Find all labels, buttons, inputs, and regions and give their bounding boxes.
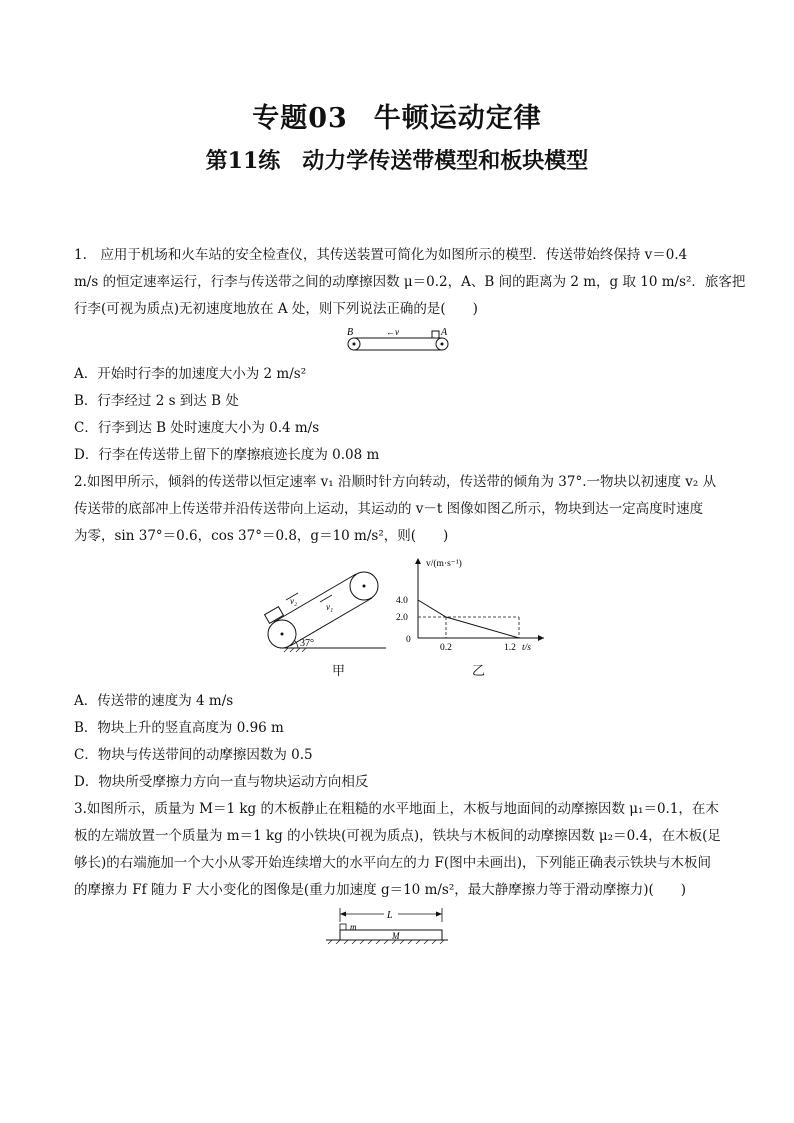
q2-graph-xlabel: t/s (522, 643, 531, 653)
q1-option-b: B．行李经过 2 s 到达 B 处 (74, 393, 239, 409)
page-subtitle (0, 144, 794, 175)
q1-label-b: B (347, 327, 354, 338)
q2-caption-yi: 乙 (472, 664, 486, 679)
q2-stem-line2: 传送带的底部冲上传送带并沿传送带向上运动，其运动的 v－t 图像如图乙所示，物块到达一定高度时速度 (74, 501, 704, 517)
subtitle-part2: 动力学传送带模型和板块模型 (302, 148, 589, 174)
q1-option-a: A．开始时行李的加速度大小为 2 m/s² (74, 366, 307, 382)
q1-stem-line1: 1. 应用于机场和火车站的安全检查仪，其传送装置可简化为如图所示的模型．传送带始终保持 v＝0.4 (74, 247, 688, 263)
q3-stem-line4: 的摩擦力 Ff 随力 F 大小变化的图像是(重力加速度 g＝10 m/s²，最大静摩擦力等于滑动摩擦力)( ) (74, 882, 687, 898)
q2-graph-ytick-4: 4.0 (396, 596, 408, 606)
q2-option-c: C．物块与传送带间的动摩擦因数为 0.5 (74, 747, 313, 763)
q3-board-block-figure (322, 906, 452, 948)
title-part1: 专题03 (252, 103, 348, 134)
q2-caption-jia: 甲 (332, 664, 346, 679)
q2-option-d: D．物块所受摩擦力方向一直与物块运动方向相反 (74, 774, 369, 790)
q3-stem-line2: 板的左端放置一个质量为 m＝1 kg 的小铁块(可视为质点)，铁块与木板间的动摩擦因数 μ₂＝0.4，在木板(足 (74, 828, 721, 844)
q2-graph-origin: 0 (406, 635, 411, 645)
q3-label-m: m (350, 922, 357, 932)
q2-option-a: A．传送带的速度为 4 m/s (74, 693, 234, 709)
title-part2: 牛顿运动定律 (373, 103, 542, 134)
q2-label-angle: 37° (300, 638, 314, 649)
q1-conveyor-figure (342, 322, 454, 354)
q2-inclined-belt-figure (258, 566, 388, 654)
q3-label-l: L (387, 910, 393, 921)
q2-graph-ylabel: v/(m·s⁻¹) (426, 559, 462, 569)
q2-label-v1: v₁ (326, 602, 334, 612)
q3-stem-line3: 够长)的右端施加一个大小从零开始连续增大的水平向左的力 F(图中未画出)，下列能正确表示铁块与木板间 (74, 855, 711, 871)
q1-stem-line2: m/s 的恒定速率运行，行李与传送带之间的动摩擦因数 μ＝0.2，A、B 间的距离为 2 m，g 取 10 m/s²．旅客把 (74, 274, 746, 290)
q2-stem-line3: 为零，sin 37°＝0.6，cos 37°＝0.8，g＝10 m/s²，则( ) (74, 528, 449, 544)
q3-label-big-m: M (392, 931, 400, 941)
q2-graph-xtick-12: 1.2 (504, 643, 516, 653)
q2-option-b: B．物块上升的竖直高度为 0.96 m (74, 720, 284, 736)
q2-vt-graph (384, 554, 564, 654)
q2-stem-line1: 2.如图甲所示，倾斜的传送带以恒定速率 v₁ 沿顺时针方向转动，传送带的倾角为 37°.一物块以初速度 v₂ 从 (74, 474, 717, 490)
q2-graph-ytick-2: 2.0 (396, 613, 408, 623)
subtitle-part1: 第11练 (205, 148, 281, 174)
q1-stem-line3: 行李(可视为质点)无初速度地放在 A 处，则下列说法正确的是( ) (74, 301, 478, 317)
q1-label-a: A (441, 327, 448, 338)
q1-option-c: C．行李到达 B 处时速度大小为 0.4 m/s (74, 420, 320, 436)
q1-label-v: ←v (386, 327, 399, 337)
q1-option-d: D．行李在传送带上留下的摩擦痕迹长度为 0.08 m (74, 447, 380, 463)
page-title (0, 96, 794, 135)
q2-label-v2: v₂ (290, 596, 298, 606)
q3-stem-line1: 3.如图所示，质量为 M＝1 kg 的木板静止在粗糙的水平地面上，木板与地面间的动摩擦因数 μ₁＝0.1，在木 (74, 801, 719, 817)
q2-graph-xtick-02: 0.2 (440, 643, 452, 653)
